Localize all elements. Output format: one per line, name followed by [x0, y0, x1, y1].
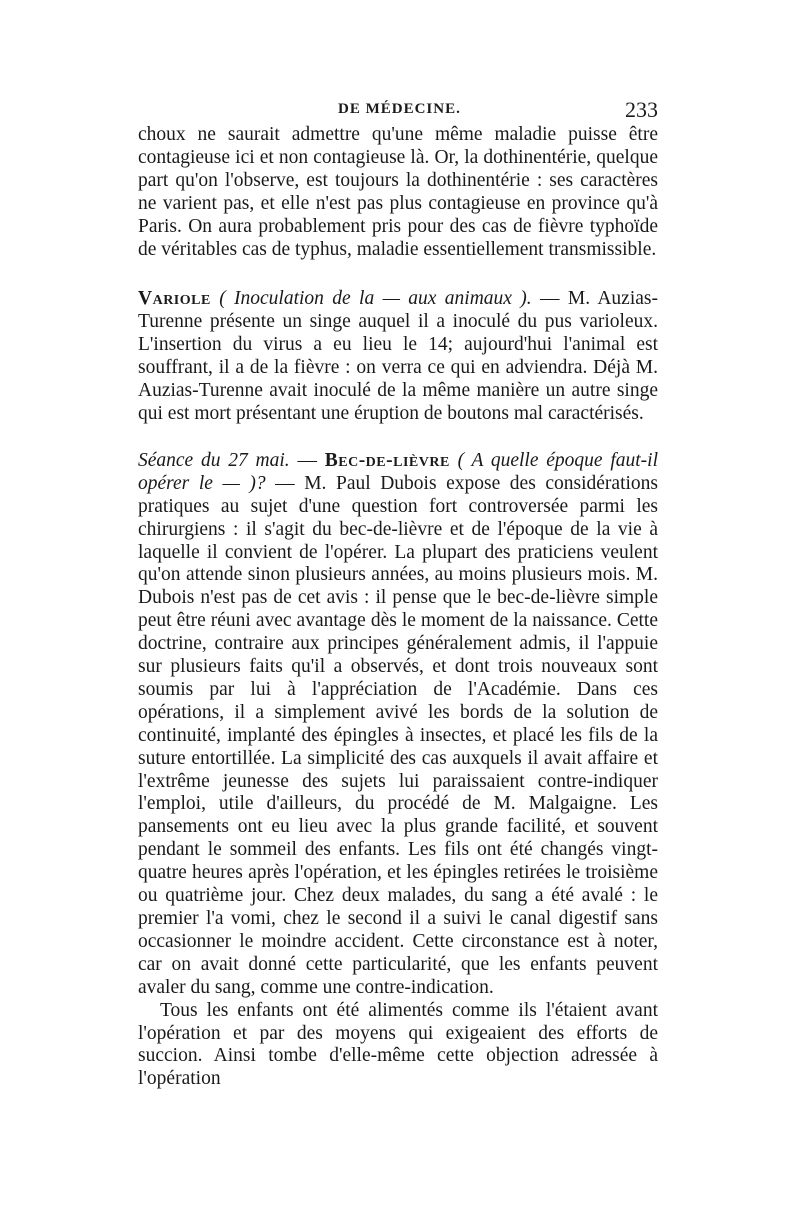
body-text	[138, 124, 658, 1091]
running-title: DE MÉDECINE.	[338, 101, 461, 117]
section-heading-variole: Variole	[138, 288, 211, 310]
section-heading-bec-de-lievre: Bec-de-lièvre	[324, 449, 450, 471]
paragraph-enfants-alimentes: Tous les enfants ont été alimentés comme ils l'étaient avant l'opération et par des moyens qui exigeaient des efforts de succion. Ainsi tombe d'elle-même cette objection adressée à l'opération	[138, 999, 658, 1090]
paragraph-bec-de-lievre-body: — M. Paul Dubois expose des considérations pratiques au sujet d'une question fort controversée parmi les chirurgiens : il s'agit du bec-de-lièvre et de l'époque de la vie à laquelle il convient de l'opérer. La plupart des praticiens veulent qu'on attende sinon plusieurs années, au moins plusieurs mois. M. Dubois n'est pas de cet avis : il pense que le bec-de-lièvre simple peut être réuni avec avantage dès le moment de la naissance. Cette doctrine, contraire aux principes généralement admis, il l'appuie sur plusieurs faits qu'il a observés, et dont trois nouveaux sont soumis par lui à l'appréciation de l'Académie. Dans ces opérations, il a simplement avivé les bords de la solution de continuité, implanté des épingles à insectes, et placé les fils de la suture entortillée. La simplicité des cas auxquels il avait affaire et l'extrême jeunesse des sujets lui paraissaient contre-indiquer l'emploi, utile d'ailleurs, du procédé de M. Malgaigne. Les pansements ont eu lieu avec la plus grande facilité, et souvent pendant le sommeil des enfants. Les fils ont été changés vingt-quatre heures après l'opération, et les épingles retirées le troisième ou quatrième jour. Chez deux malades, du sang a été avalé : le premier l'a vomi, chez le second il a suivi le canal digestif sans occasionner le moindre accident. Cette circonstance est à noter, car on avait donné cette particularité, que les enfants peuvent avaler du sang, comme une contre-indication.	[138, 472, 658, 998]
running-head	[138, 97, 658, 123]
section-subtitle-bec-de-lievre: ( A quelle époque faut-il opérer le — )?	[138, 449, 659, 494]
paragraph-variole	[138, 288, 658, 425]
page-number: 233	[625, 97, 658, 122]
paragraph-bec-de-lievre	[138, 450, 658, 1000]
dash: —	[289, 449, 325, 471]
paragraph-fievre-typhoide: choux ne saurait admettre qu'une même maladie puisse être contagieuse ici et non contagieuse là. Or, la dothinentérie, quelque part qu'on l'observe, est toujours la dothinentérie : ses caractères ne varient pas, et elle n'est pas plus contagieuse en province qu'à Paris. On aura probablement pris pour des cas de fièvre typhoïde de véritables cas de typhus, maladie essentiellement transmissible.	[138, 124, 658, 260]
section-subtitle-variole: ( Inoculation de la — aux animaux ).	[219, 288, 532, 310]
paragraph-variole-body: — M. Auzias-Turenne présente un singe auquel il a inoculé du pus varioleux. L'insertion du virus a eu lieu le 14; aujourd'hui l'animal est souffrant, il a de la fièvre : on verra ce qui en adviendra. Déjà M. Auzias-Turenne avait inoculé de la même manière un autre singe qui est mort présentant une éruption de boutons mal caractérisés.	[138, 288, 658, 424]
seance-date: Séance du 27 mai.	[138, 449, 290, 471]
